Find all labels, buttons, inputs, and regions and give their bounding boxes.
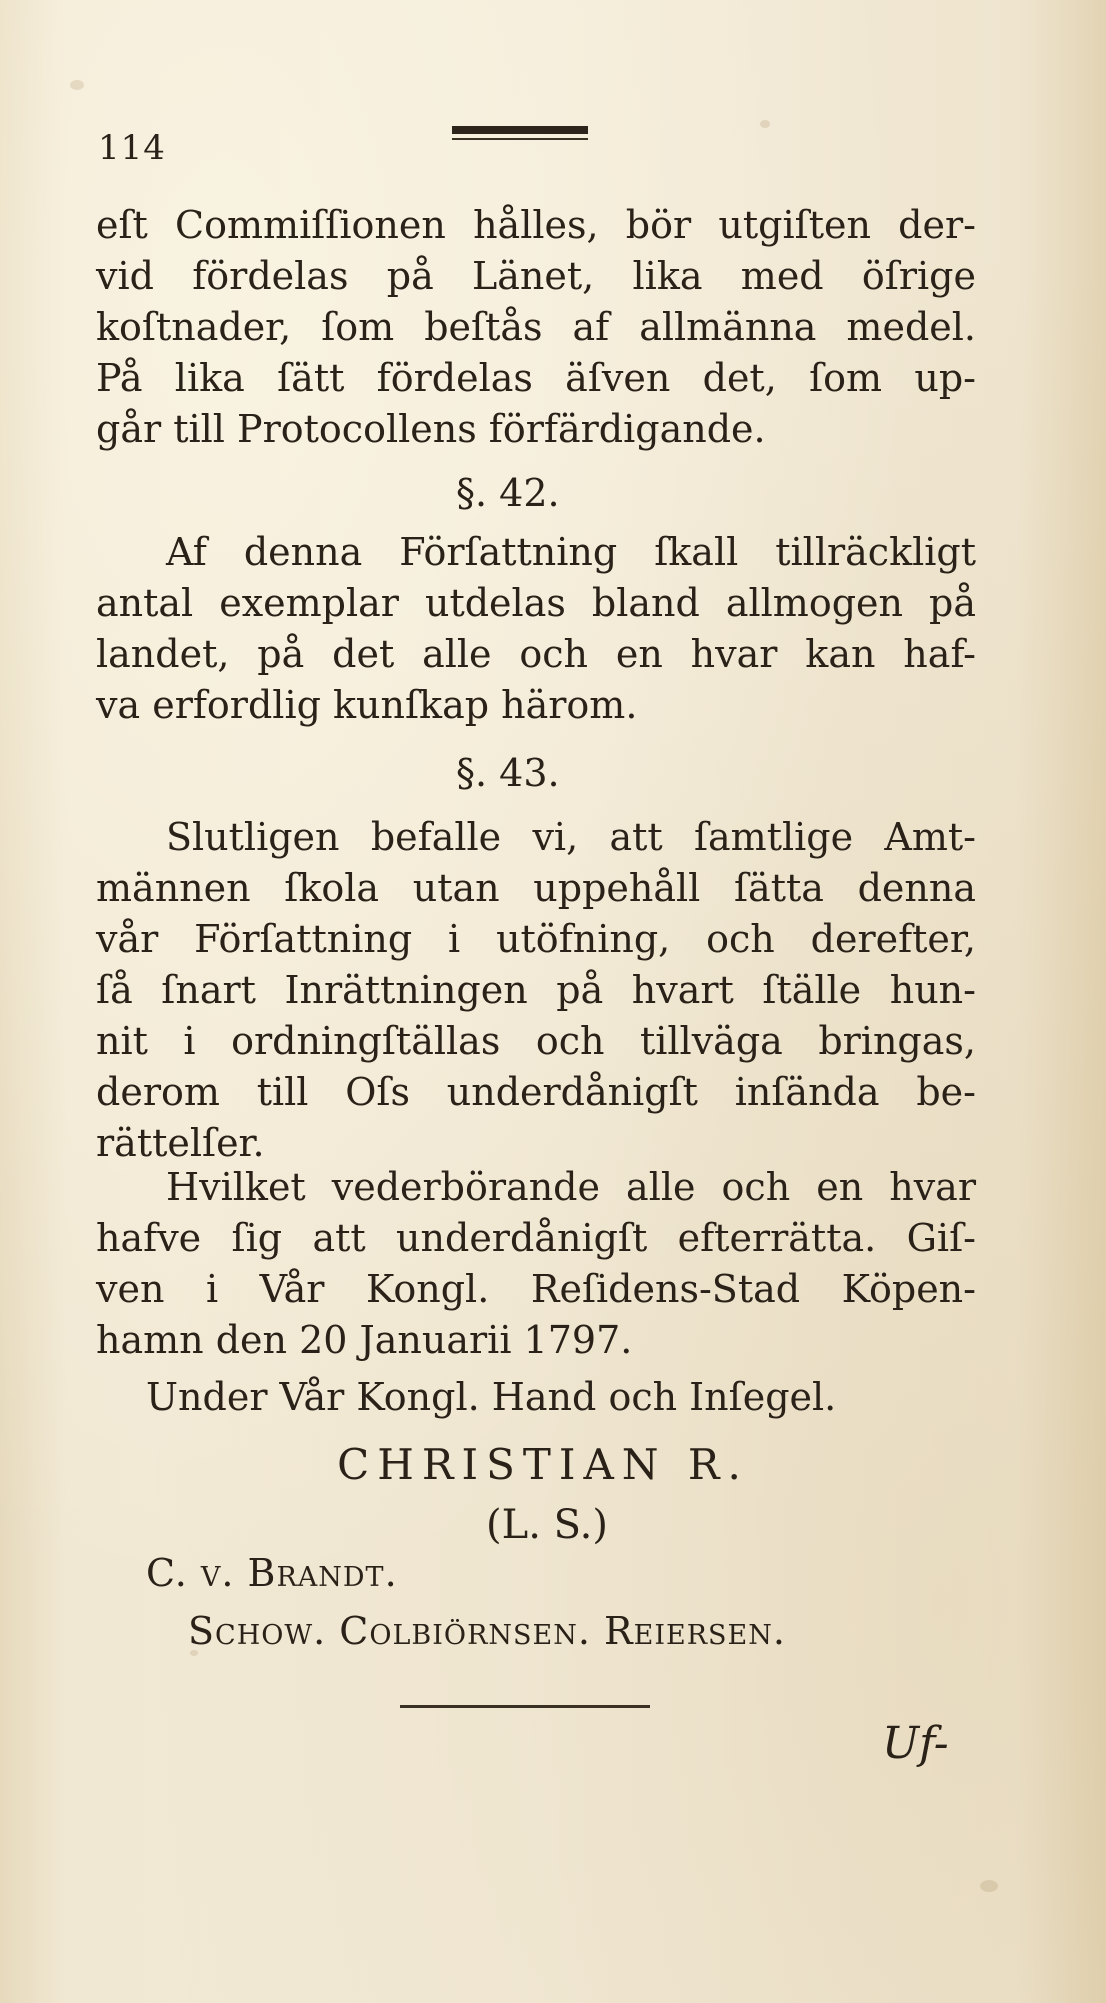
countersign-1: C. v. Brandt. xyxy=(146,1551,398,1595)
page-number: 114 xyxy=(98,128,166,168)
text-line: vår Förſattning i utöfning, och derefter, xyxy=(96,917,976,961)
seal-mark: (L. S.) xyxy=(486,1502,608,1548)
seal-line: Under Vår Kongl. Hand och Inſegel. xyxy=(146,1375,837,1419)
text-line: går till Protocollens förfärdigande. xyxy=(96,407,766,451)
text-line: Hvilket vederbörande alle och en hvar xyxy=(166,1165,976,1209)
text-line: nit i ordningſtällas och tillväga bringas, xyxy=(96,1019,976,1063)
paragraph-1 xyxy=(96,200,976,455)
text-line: På lika ſätt fördelas äſven det, ſom up- xyxy=(96,356,976,400)
paper-stain xyxy=(70,80,84,90)
countersign-2-block xyxy=(188,1606,968,1657)
closing-paragraph xyxy=(96,1162,976,1366)
paper-stain xyxy=(760,120,770,128)
text-line: Slutligen befalle vi, att ſamtlige Amt- xyxy=(166,815,976,859)
text-line: derom till Oſs underdånigſt inſända be- xyxy=(96,1070,976,1114)
countersign-2: Schow. Colbiörnsen. Reiersen. xyxy=(188,1609,786,1653)
text-line: ven i Vår Kongl. Reſidens-Stad Köpen- xyxy=(96,1267,976,1311)
text-line: rättelſer. xyxy=(96,1121,265,1165)
text-line: eſt Commiſſionen hålles, bör utgiſten der- xyxy=(96,203,976,247)
tail-rule xyxy=(400,1705,650,1708)
section-42-text xyxy=(96,527,976,731)
text-line: va erfordlig kunſkap härom. xyxy=(96,683,638,727)
text-line: vid fördelas på Länet, lika med öſrige xyxy=(96,254,976,298)
section-43-text xyxy=(96,812,976,1169)
countersign-1-block xyxy=(146,1548,846,1599)
paper-stain xyxy=(980,1880,998,1892)
text-line: hamn den 20 Januarii 1797. xyxy=(96,1318,633,1362)
text-line: ſå ſnart Inrättningen på hvart ſtälle hun- xyxy=(96,968,976,1012)
text-line: männen ſkola utan uppehåll ſätta denna xyxy=(96,866,976,910)
text-line: antal exemplar utdelas bland allmogen på xyxy=(96,581,976,625)
section-heading-42: §. 42. xyxy=(456,471,560,515)
text-line: koſtnader, ſom beſtås af allmänna medel. xyxy=(96,305,976,349)
header-rule-ornament xyxy=(452,122,588,144)
text-line: hafve ſig att underdånigſt efterrätta. Giſ- xyxy=(96,1216,976,1260)
section-heading-43: §. 43. xyxy=(456,751,560,795)
seal-line-block xyxy=(146,1372,946,1423)
text-line: landet, på det alle och en hvar kan haf- xyxy=(96,632,976,676)
signatory-name: CHRISTIAN R. xyxy=(337,1440,749,1489)
text-line: Af denna Förſattning ſkall tillräckligt xyxy=(166,530,976,574)
catchword: Uf- xyxy=(882,1718,949,1769)
